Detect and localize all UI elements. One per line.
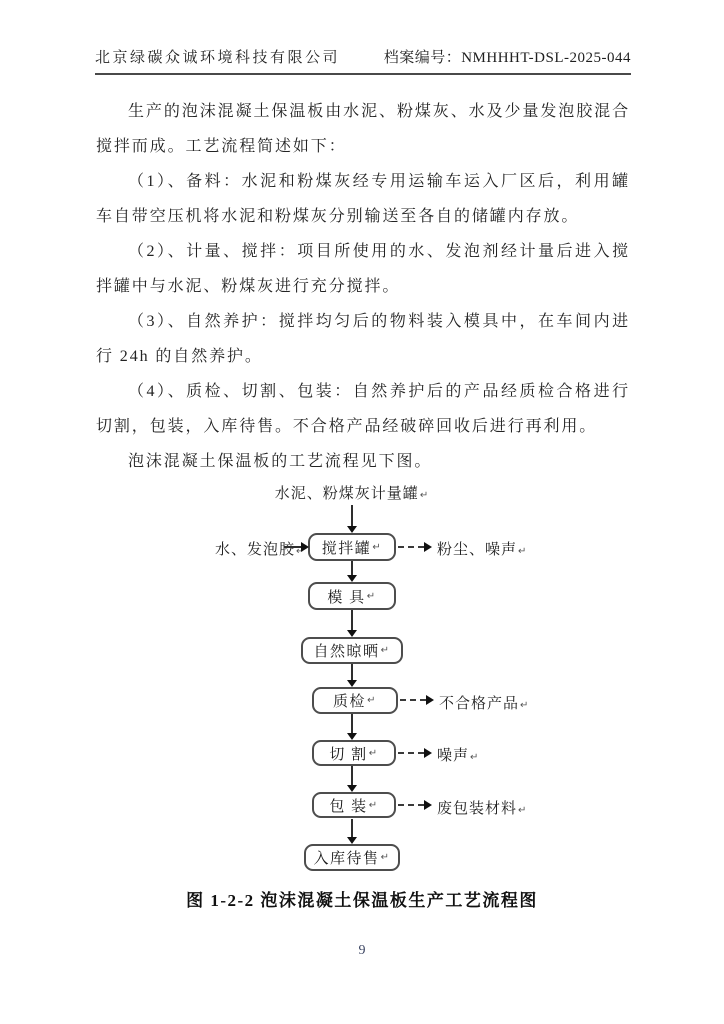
process-flowchart <box>95 480 629 878</box>
down-arrow-4-icon <box>351 664 353 680</box>
return-mark: ↵ <box>367 695 377 706</box>
flow-box-cutting: 切 割 ↵ <box>312 740 396 766</box>
flow-box-packing: 包 装 ↵ <box>312 792 396 818</box>
page-number: 9 <box>358 943 366 958</box>
return-mark: ↵ <box>470 752 480 763</box>
paragraph-step2: （2）、计量、搅拌：项目所使用的水、发泡剂经计量后进入搅拌罐中与水泥、粉煤灰进行充分搅拌。 <box>96 243 630 295</box>
body-text <box>96 94 630 479</box>
page-header <box>95 46 631 75</box>
down-arrow-1-icon <box>351 505 353 526</box>
return-mark: ↵ <box>518 546 528 557</box>
output-label-waste-packaging: 废包装材料↵ <box>437 801 528 817</box>
return-mark: ↵ <box>372 541 383 553</box>
return-mark: ↵ <box>518 805 528 816</box>
paragraph-figure-ref: 泡沫混凝土保温板的工艺流程见下图。 <box>128 453 433 470</box>
output-label-noise: 噪声↵ <box>437 748 480 764</box>
output-arrow-1-icon <box>398 546 424 548</box>
output-label-dust-noise: 粉尘、噪声↵ <box>437 542 528 558</box>
flow-box-quality-check: 质检 ↵ <box>312 687 398 714</box>
flow-source-label: 水泥、粉煤灰计量罐↵ <box>274 486 430 502</box>
input-arrow-icon <box>284 546 301 548</box>
return-mark: ↵ <box>368 799 379 811</box>
output-arrow-2-icon <box>400 699 426 701</box>
return-mark: ↵ <box>368 747 379 759</box>
flow-input-label: 水、发泡胶↵ <box>215 542 306 558</box>
flow-box-mold: 模 具 ↵ <box>308 582 396 610</box>
down-arrow-2-icon <box>351 561 353 575</box>
figure-caption: 图 1-2-2 泡沫混凝土保温板生产工艺流程图 <box>186 891 538 910</box>
doc-number: 档案编号：NMHHHT-DSL-2025-044 <box>383 50 631 66</box>
return-mark: ↵ <box>296 546 306 557</box>
flow-box-natural-drying: 自然晾晒 ↵ <box>301 637 403 664</box>
down-arrow-3-icon <box>351 610 353 630</box>
paragraph-step1: （1）、备料：水泥和粉煤灰经专用运输车运入厂区后，利用罐车自带空压机将水泥和粉煤灰分别输送至各自的储罐内存放。 <box>96 173 630 225</box>
paragraph-step3: （3）、自然养护：搅拌均匀后的物料装入模具中，在车间内进行 24h 的自然养护。 <box>96 313 630 365</box>
output-label-rejects: 不合格产品↵ <box>439 696 530 712</box>
flow-box-storage: 入库待售 ↵ <box>304 844 400 871</box>
down-arrow-6-icon <box>351 766 353 785</box>
return-mark: ↵ <box>380 852 391 863</box>
return-mark: ↵ <box>366 590 377 602</box>
output-arrow-3-icon <box>398 752 424 754</box>
down-arrow-5-icon <box>351 714 353 733</box>
return-mark: ↵ <box>419 490 430 501</box>
return-mark: ↵ <box>380 645 391 656</box>
paragraph-step4: （4）、质检、切割、包装：自然养护后的产品经质检合格进行切割，包装，入库待售。不合格产品经破碎回收后进行再利用。 <box>96 383 630 435</box>
flow-box-mixing-tank: 搅拌罐 ↵ <box>308 533 396 561</box>
return-mark: ↵ <box>520 700 530 711</box>
output-arrow-4-icon <box>398 804 424 806</box>
company-name: 北京绿碳众诚环境科技有限公司 <box>95 50 341 66</box>
down-arrow-7-icon <box>351 819 353 837</box>
paragraph-intro: 生产的泡沫混凝土保温板由水泥、粉煤灰、水及少量发泡胶混合搅拌而成。工艺流程简述如下： <box>96 103 630 155</box>
